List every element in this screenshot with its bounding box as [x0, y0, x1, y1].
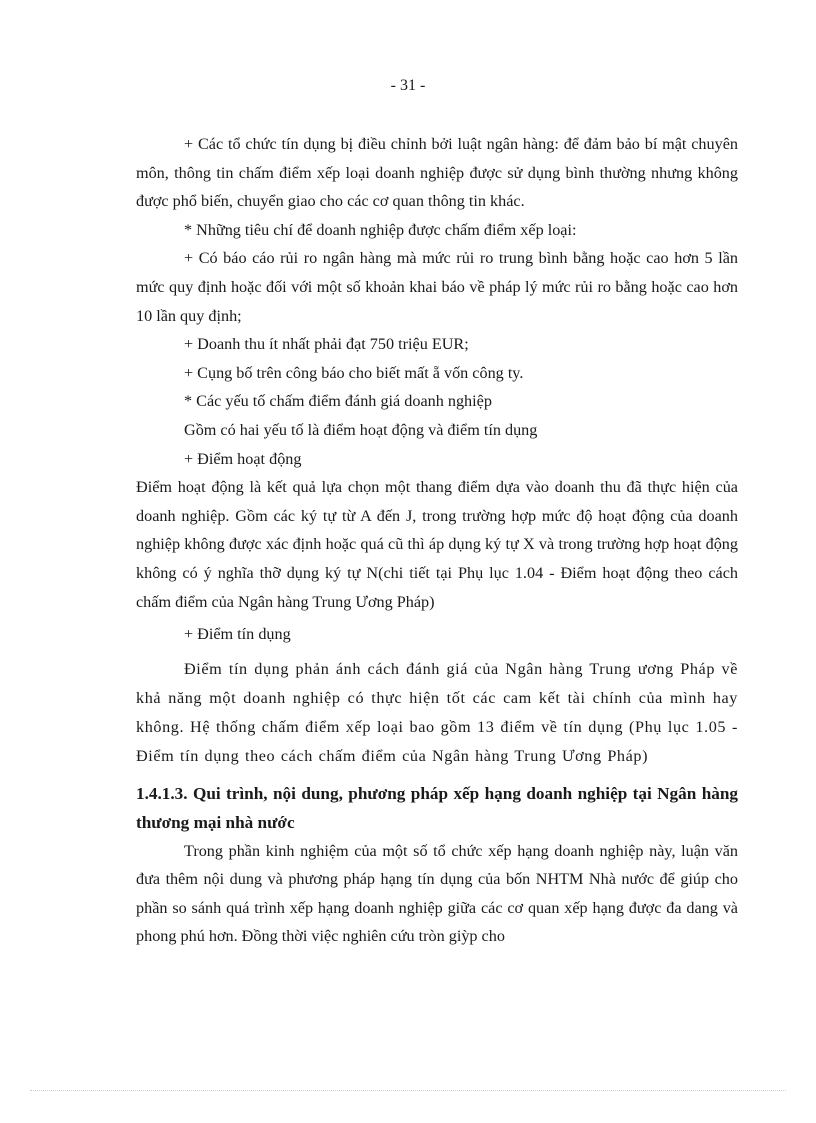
paragraph-credit-score: Điểm tín dụng phản ánh cách đánh giá của Ngân hàng Trung ương Pháp về khả năng một doanh nghiệp có thực hiện tốt các cam kết tài chính của mình hay không. Hệ thống chấm điểm xếp loại bao gồm 13 điểm về tín dụng (Phụ lục 1.05 - Điểm tín dụng theo cách chấm điểm của Ngân hàng Trung Ương Pháp) — [136, 659, 738, 765]
page-number: - 31 - — [390, 77, 426, 94]
paragraph-credit-institutions: + Các tổ chức tín dụng bị điều chỉnh bởi luật ngân hàng: để đảm bảo bí mật chuyên môn, thông tin chấm điểm xếp loại doanh nghiệp được sử dụng bình thường nhưng không được phổ biến, chuyển giao cho các cơ quan thông tin khác. — [136, 135, 738, 211]
document-body — [136, 130, 738, 951]
paragraph-credit-score-label: + Điểm tín dụng — [184, 625, 291, 644]
paragraph-activity-score-label: + Điểm hoạt động — [184, 449, 302, 468]
paragraph-revenue: + Doanh thu ít nhất phải đạt 750 triệu EUR; — [184, 335, 469, 354]
paragraph-criteria-heading: * Những tiêu chí để doanh nghiệp được chấm điểm xếp loại: — [184, 220, 577, 239]
section-heading: 1.4.1.3. Qui trình, nội dung, phương pháp xếp hạng doanh nghiệp tại Ngân hàng thương mại nhà nước — [136, 783, 738, 832]
paragraph-risk-report: + Có báo cáo rủi ro ngân hàng mà mức rủi ro trung bình bằng hoặc cao hơn 5 lần mức quy định hoặc đối với một số khoản khai báo về pháp lý mức rủi ro bằng hoặc cao hơn 10 lần quy định; — [136, 249, 738, 325]
paragraph-two-factors: Gồm có hai yếu tố là điểm hoạt động và điểm tín dụng — [184, 420, 538, 439]
footer-divider — [30, 1090, 786, 1091]
paragraph-activity-score: Điểm hoạt động là kết quả lựa chọn một thang điểm dựa vào doanh thu đã thực hiện của doanh nghiệp. Gồm các ký tự từ A đến J, trong trường hợp mức độ hoạt động của doanh nghiệp không được xác định hoặc quá cũ thì áp dụng ký tự X và trong trường hợp hoạt động không có ý nghĩa thỡ dụng ký tự N(chi tiết tại Phụ lục 1.04 - Điểm hoạt động theo cách chấm điểm của Ngân hàng Trung Ương Pháp) — [136, 478, 738, 611]
paragraph-factors-heading: * Các yếu tố chấm điểm đánh giá doanh nghiệp — [184, 392, 492, 411]
paragraph-capital-loss: + Cụng bố trên công báo cho biết mất ẵ vốn công ty. — [184, 363, 524, 382]
paragraph-closing: Trong phần kinh nghiệm của một số tổ chức xếp hạng doanh nghiệp này, luận văn đưa thêm nội dung và phương pháp hạng tín dụng của bốn NHTM Nhà nước để giúp cho phần so sánh quá trình xếp hạng doanh nghiệp giữa các cơ quan xếp hạng được đa dang và phong phú hơn. Đồng thời việc nghiên cứu tròn giỳp cho — [136, 841, 738, 946]
